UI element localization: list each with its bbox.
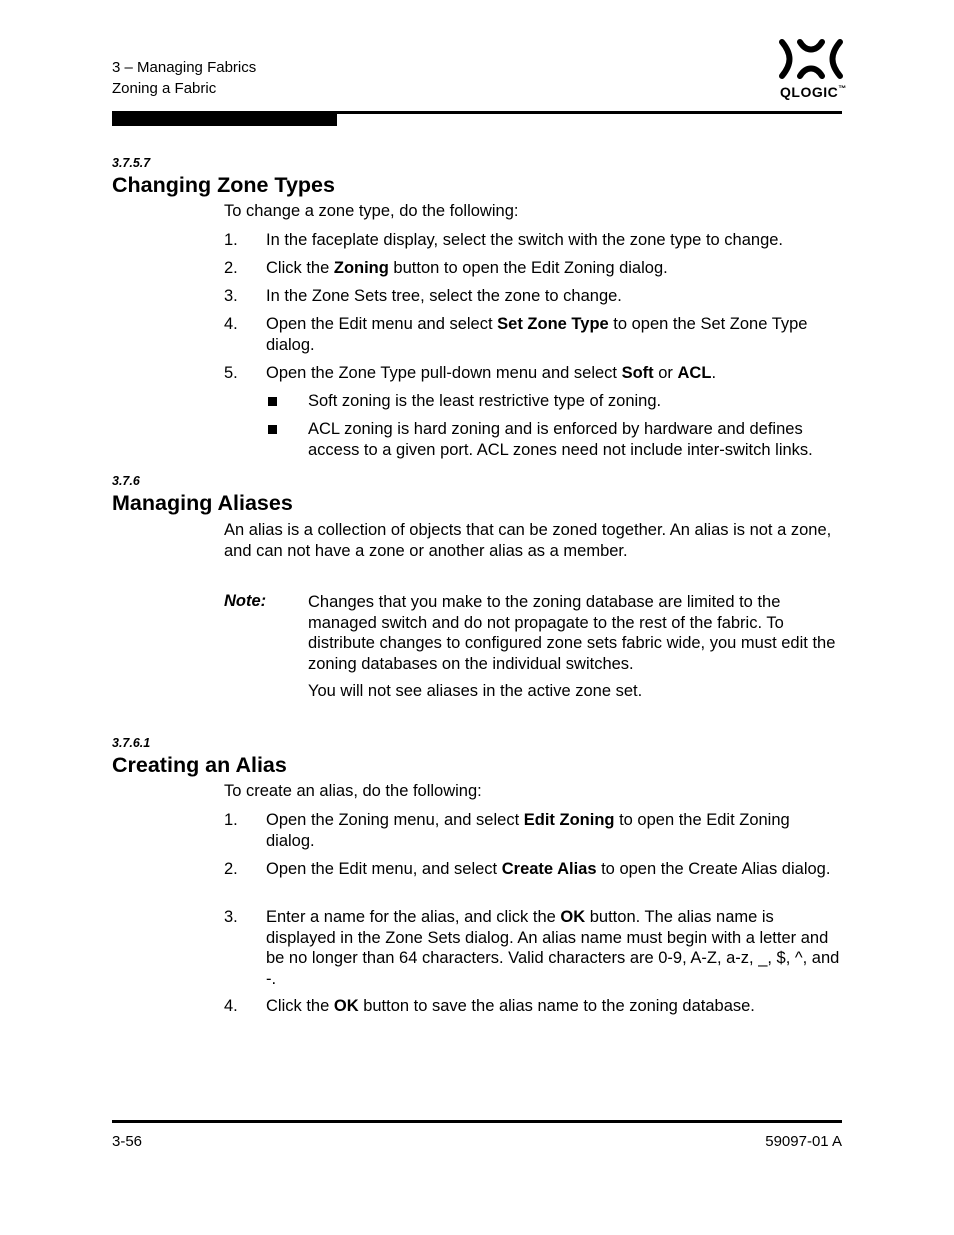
trademark-mark: ™ <box>838 84 847 93</box>
step-text: In the faceplate display, select the switch with the zone type to change. <box>266 231 784 249</box>
step-text: Open the Zoning menu, and select Edit Zoning to open the Edit Zoning dialog. <box>266 811 790 850</box>
bullet-text: ACL zoning is hard zoning and is enforced by hardware and defines access to a given port. ACL zones need not include inter-switch links. <box>308 420 813 459</box>
step-number: 1. <box>224 231 238 249</box>
step-text: In the Zone Sets tree, select the zone to change. <box>266 287 622 305</box>
step-text: Open the Edit menu and select Set Zone Type to open the Set Zone Type dialog. <box>266 315 808 354</box>
qlogic-logo <box>778 38 847 102</box>
section-intro: To change a zone type, do the following: <box>224 202 519 220</box>
step-number: 2. <box>224 860 238 878</box>
square-bullet-icon <box>268 397 277 406</box>
section-number: 3.7.6.1 <box>112 736 151 750</box>
section-number: 3.7.6 <box>112 474 140 488</box>
note-paragraph: You will not see aliases in the active zone set. <box>308 682 643 700</box>
step-text: Click the Zoning button to open the Edit Zoning dialog. <box>266 259 668 277</box>
header-rule-thick <box>112 113 337 126</box>
page-number: 3-56 <box>112 1133 143 1150</box>
step-number: 1. <box>224 811 238 829</box>
section-number: 3.7.5.7 <box>112 156 151 170</box>
step-text: Click the OK button to save the alias name to the zoning database. <box>266 997 755 1015</box>
running-header-chapter: 3 – Managing Fabrics <box>112 59 257 76</box>
section-title: Changing Zone Types <box>112 173 335 197</box>
section-intro: An alias is a collection of objects that can be zoned together. An alias is not a zone, and can not have a zone or another alias as a member. <box>224 521 832 560</box>
step-number: 3. <box>224 908 238 926</box>
footer-rule <box>112 1120 842 1123</box>
step-number: 4. <box>224 315 238 333</box>
step-text: Open the Edit menu, and select Create Alias to open the Create Alias dialog. <box>266 860 831 878</box>
section-intro: To create an alias, do the following: <box>224 782 482 800</box>
note-paragraph: Changes that you make to the zoning database are limited to the managed switch and do not propagate to the rest of the fabric. To distribute changes to configured zone sets fabric wide, you must edit the zoning databases on the individual switches. <box>308 593 836 673</box>
step-number: 5. <box>224 364 238 382</box>
step-text: Enter a name for the alias, and click the OK button. The alias name is displayed in the Zone Sets dialog. An alias name must begin with a letter and be no longer than 64 characters. Valid characters are 0-9, A-Z, a-z, _, $, ^, and -. <box>266 908 840 988</box>
section-title: Managing Aliases <box>112 491 293 515</box>
square-bullet-icon <box>268 425 277 434</box>
step-number: 4. <box>224 997 238 1015</box>
document-number: 59097-01 A <box>765 1133 842 1150</box>
bullet-text: Soft zoning is the least restrictive type of zoning. <box>308 392 662 410</box>
note-label: Note: <box>224 592 267 610</box>
step-number: 2. <box>224 259 238 277</box>
step-text: Open the Zone Type pull-down menu and select Soft or ACL. <box>266 364 717 382</box>
running-header-section: Zoning a Fabric <box>112 80 217 97</box>
qlogic-logo-mark-icon <box>778 38 844 80</box>
section-title: Creating an Alias <box>112 753 287 777</box>
qlogic-logo-text: QLOGIC <box>780 84 839 100</box>
step-number: 3. <box>224 287 238 305</box>
